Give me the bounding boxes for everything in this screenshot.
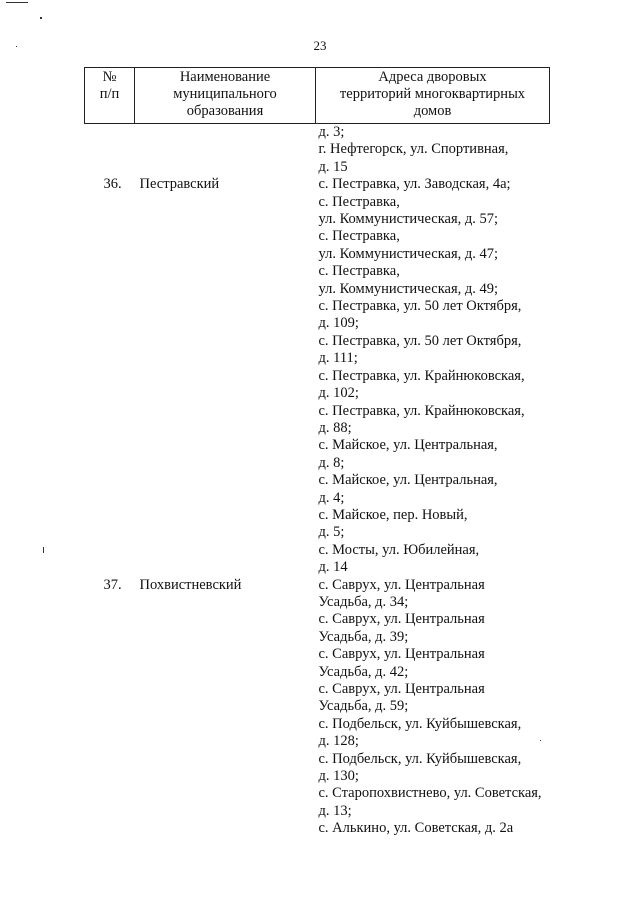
- address-line: д. 3;: [318, 124, 345, 140]
- header-line: Адреса дворовых: [378, 69, 487, 85]
- address-line: с. Пестравка,: [318, 263, 400, 280]
- address-line: Усадьба, д. 59;: [318, 698, 409, 715]
- address-line: ул. Коммунистическая, д. 57;: [318, 211, 499, 228]
- table-row: [85, 176, 550, 576]
- table-body: [85, 124, 550, 838]
- address-line: с. Саврух, ул. Центральная: [318, 646, 485, 663]
- address-line: с. Пестравка, ул. 50 лет Октября,: [318, 298, 522, 315]
- header-line: территорий многоквартирных: [339, 86, 526, 102]
- address-line: д. 130;: [318, 768, 359, 785]
- header-line: Наименование: [179, 69, 271, 85]
- address-line: ул. Коммунистическая, д. 49;: [318, 280, 499, 297]
- address-line: с. Подбельск, ул. Куйбышевская,: [318, 750, 522, 767]
- address-line: д. 111;: [318, 350, 358, 367]
- row-number: 36.: [103, 176, 122, 193]
- address-list: [316, 577, 550, 838]
- page-number: 23: [313, 38, 327, 53]
- row-number: [85, 124, 135, 177]
- address-line: с. Пестравка, ул. Крайнюковская,: [318, 367, 525, 384]
- address-line: с. Пестравка,: [318, 228, 400, 245]
- address-line: д. 88;: [318, 419, 352, 436]
- scan-mark: [40, 17, 42, 19]
- address-line: г. Нефтегорск, ул. Спортивная,: [318, 141, 509, 158]
- address-line: с. Алькино, ул. Советская, д. 2а: [318, 820, 514, 837]
- address-line: с. Пестравка, ул. Заводская, 4а;: [318, 176, 511, 193]
- address-line: д. 128;: [318, 733, 359, 750]
- address-line: с. Майское, ул. Центральная,: [318, 437, 498, 454]
- address-line: с. Саврух, ул. Центральная: [318, 681, 485, 697]
- address-list: [316, 176, 550, 576]
- address-line: д. 102;: [318, 385, 359, 402]
- municipality-name: [135, 124, 316, 177]
- address-line: д. 14: [318, 559, 348, 576]
- header-line: домов: [413, 103, 452, 119]
- header-line: образования: [186, 103, 264, 119]
- address-line: с. Мосты, ул. Юбилейная,: [318, 541, 480, 558]
- scan-mark: [6, 2, 28, 3]
- municipality-name: Пестравский: [139, 176, 220, 193]
- row-number: 37.: [103, 576, 122, 593]
- address-line: с. Подбельск, ул. Куйбышевская,: [318, 715, 522, 732]
- table-header-row: [85, 68, 550, 124]
- address-line: Усадьба, д. 34;: [318, 593, 409, 610]
- header-line: п/п: [99, 86, 120, 102]
- municipality-name: Похвистневский: [139, 576, 242, 593]
- address-line: Усадьба, д. 39;: [318, 628, 409, 645]
- address-line: с. Старопохвистнево, ул. Советская,: [318, 785, 542, 802]
- address-line: Усадьба, д. 42;: [318, 663, 409, 680]
- header-line: муниципального: [173, 86, 277, 102]
- address-line: д. 4;: [318, 489, 345, 506]
- table-row: [85, 124, 550, 177]
- header-addresses: [316, 68, 550, 124]
- address-line: с. Пестравка, ул. Крайнюковская,: [318, 402, 525, 419]
- address-line: с. Саврух, ул. Центральная: [318, 611, 485, 628]
- address-line: с. Майское, ул. Центральная,: [318, 472, 498, 489]
- header-line: №: [102, 69, 117, 85]
- scan-mark: [43, 547, 44, 553]
- address-line: д. 13;: [318, 802, 352, 819]
- address-table: [84, 67, 550, 838]
- address-line: д. 15: [318, 158, 348, 175]
- table-row: [85, 577, 550, 838]
- header-name: [135, 68, 316, 124]
- address-list: [316, 124, 550, 177]
- address-line: с. Майское, пер. Новый,: [318, 506, 468, 523]
- address-line: ул. Коммунистическая, д. 47;: [318, 245, 499, 262]
- address-line: д. 109;: [318, 315, 359, 332]
- address-line: с. Саврух, ул. Центральная: [318, 576, 485, 593]
- address-line: с. Пестравка, ул. 50 лет Октября,: [318, 332, 522, 349]
- address-line: д. 5;: [318, 524, 345, 541]
- address-line: д. 8;: [318, 454, 345, 471]
- header-number: [85, 68, 135, 124]
- address-line: с. Пестравка,: [318, 193, 400, 210]
